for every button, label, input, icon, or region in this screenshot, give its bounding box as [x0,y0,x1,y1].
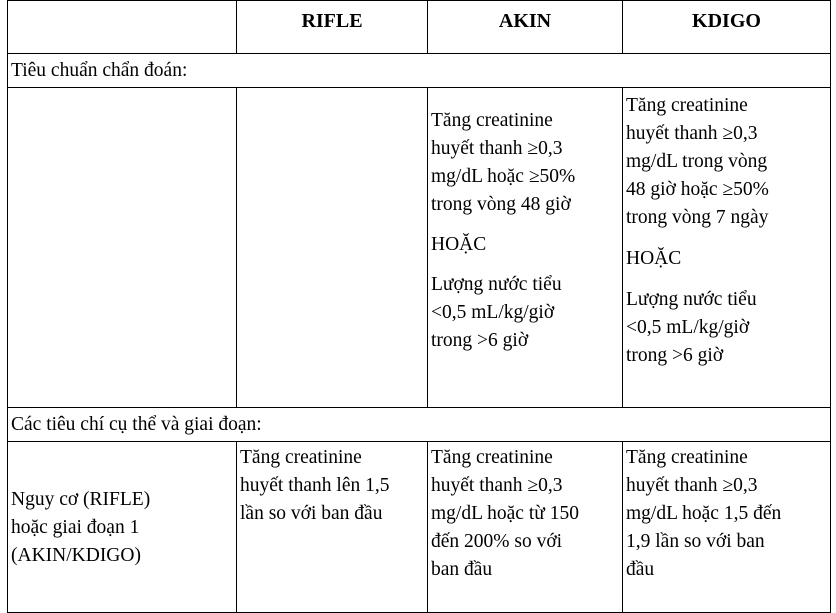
cell-line: đầu [626,559,655,580]
cell-line: Tăng creatinine [431,447,553,468]
cell-line: trong >6 giờ [431,330,529,351]
diagnosis-col1-cell [8,88,237,408]
aki-criteria-table [7,0,831,613]
cell-line: huyết thanh ≥0,3 [626,123,758,144]
cell-line: hoặc giai đoạn 1 [11,517,140,538]
cell-line: trong vòng 48 giờ [431,194,571,215]
stage1-akin-cell [428,442,623,613]
cell-line: 48 giờ hoặc ≥50% [626,179,769,200]
cell-line: Lượng nước tiểu [626,289,757,310]
section-row-diagnosis [8,54,831,88]
cell-line: trong >6 giờ [626,345,724,366]
header-kdigo: KDIGO [623,1,831,54]
section-row-staging [8,408,831,442]
akin-creatinine-criterion [431,107,619,219]
diagnosis-rifle-cell [237,88,428,408]
cell-line: Tăng creatinine [431,110,553,131]
cell-line: trong vòng 7 ngày [626,207,769,228]
cell-line: huyết thanh lên 1,5 [240,475,390,496]
cell-line: mg/dL trong vòng [626,151,768,172]
cell-line: huyết thanh ≥0,3 [431,475,563,496]
cell-line: (AKIN/KDIGO) [11,545,141,566]
kdigo-creatinine-criterion [626,92,827,232]
header-akin: AKIN [428,1,623,54]
cell-line: Nguy cơ (RIFLE) [11,489,151,510]
section-label-diagnosis: Tiêu chuẩn chẩn đoán: [8,54,831,88]
diagnosis-kdigo-cell [623,88,831,408]
diagnosis-row [8,88,831,408]
section-label-staging: Các tiêu chí cụ thể và giai đoạn: [8,408,831,442]
cell-line: mg/dL hoặc ≥50% [431,166,576,187]
cell-line: Tăng creatinine [240,447,362,468]
stage1-row [8,442,831,613]
cell-line: mg/dL hoặc từ 150 [431,503,579,524]
cell-line: đến 200% so với [431,531,563,552]
cell-line: mg/dL hoặc 1,5 đến [626,503,782,524]
cell-line: Lượng nước tiểu [431,274,562,295]
cell-line: huyết thanh ≥0,3 [626,475,758,496]
cell-line: huyết thanh ≥0,3 [431,138,563,159]
cell-line: ban đầu [431,559,493,580]
akin-or-label: HOẶC [431,234,487,255]
stage1-rifle-cell [237,442,428,613]
header-row [8,1,831,54]
stage1-name-cell [8,442,237,613]
header-rifle: RIFLE [237,1,428,54]
cell-line: <0,5 mL/kg/giờ [431,302,555,323]
akin-urine-criterion [431,271,619,355]
cell-line: 1,9 lần so với ban [626,531,765,552]
cell-line: Tăng creatinine [626,447,748,468]
cell-line: lần so với ban đầu [240,503,383,524]
header-blank-cell [8,1,237,54]
cell-line: Tăng creatinine [626,95,748,116]
kdigo-or-label: HOẶC [626,248,682,269]
cell-line: <0,5 mL/kg/giờ [626,317,750,338]
kdigo-urine-criterion [626,286,827,370]
stage1-kdigo-cell [623,442,831,613]
diagnosis-akin-cell [428,88,623,408]
